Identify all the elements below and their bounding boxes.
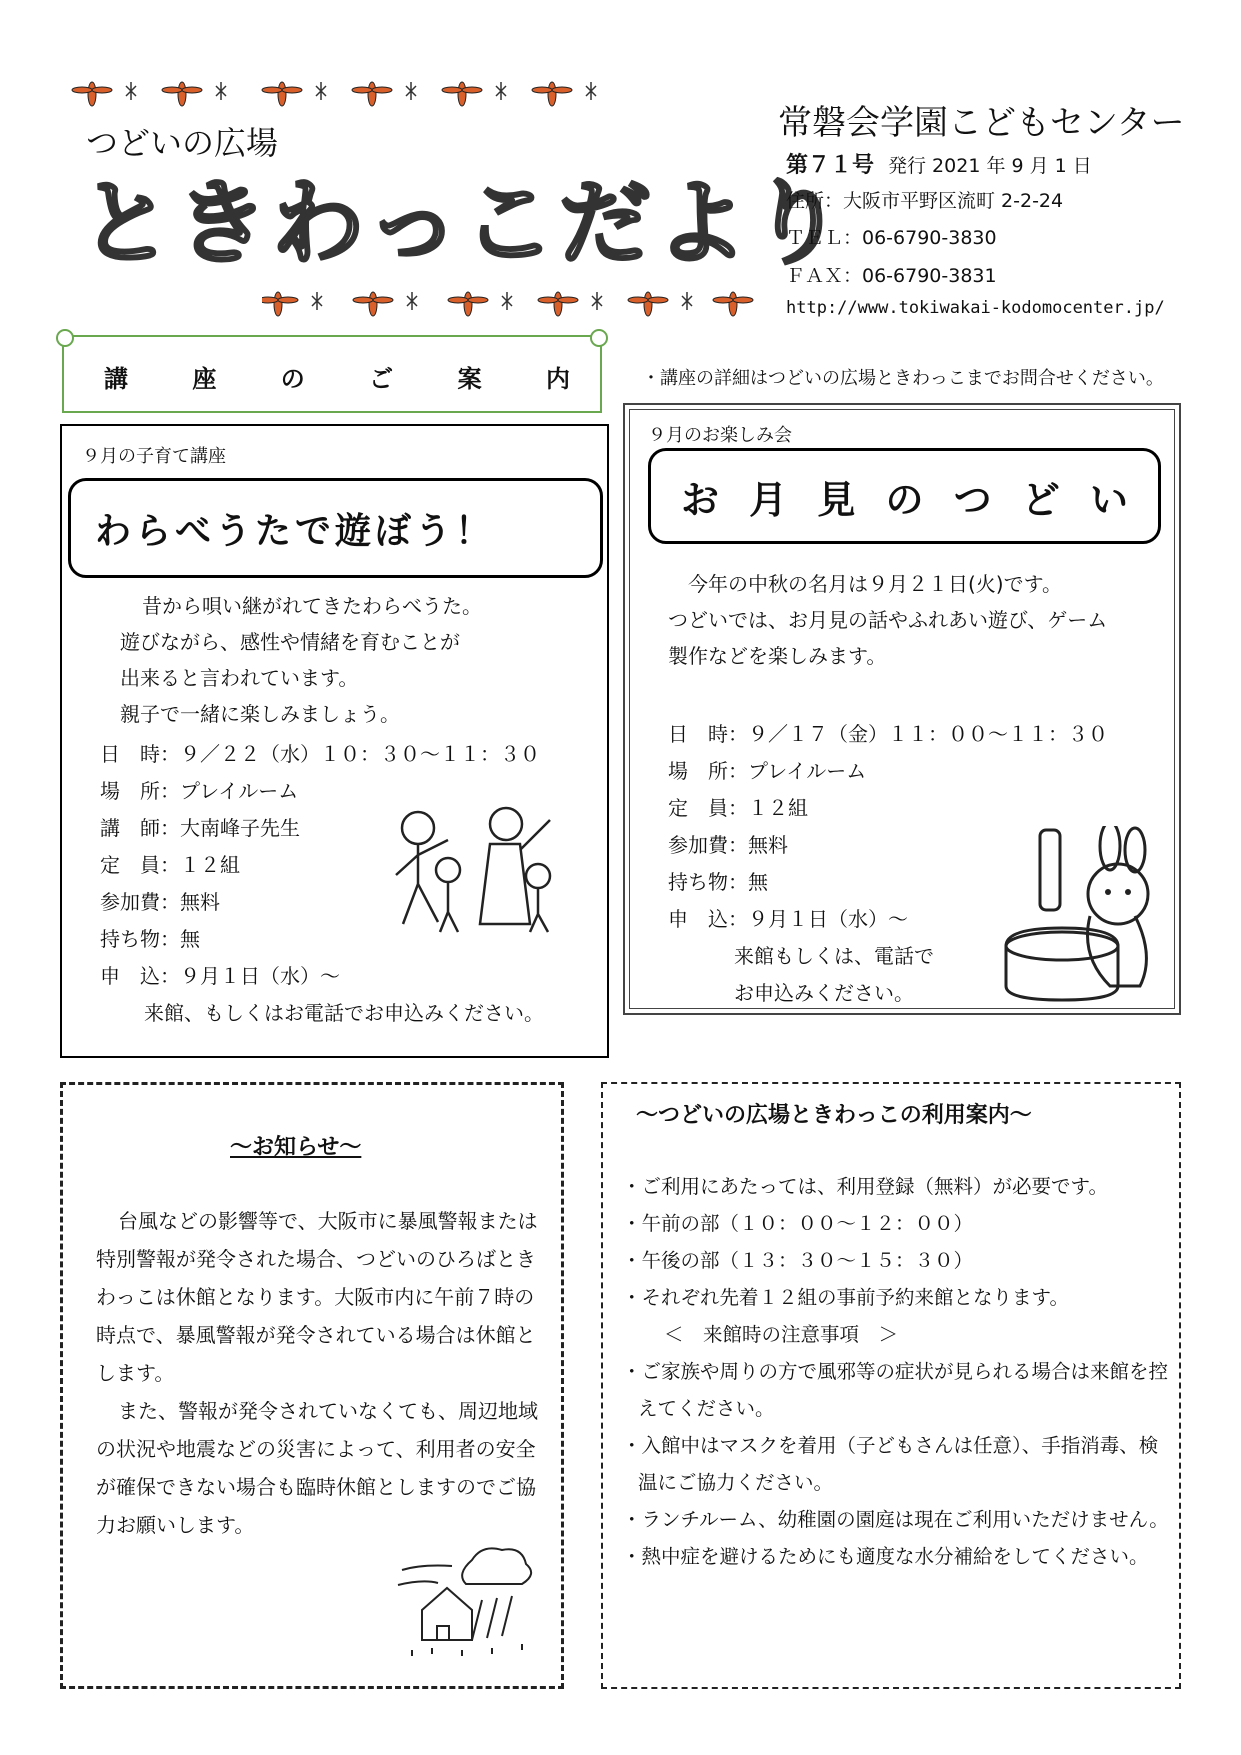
detail-row: 参加費：無料 bbox=[668, 833, 788, 857]
detail-row: 場 所：プレイルーム bbox=[668, 759, 867, 783]
course1-apply-note: 来館、もしくはお電話でお申込みください。 bbox=[144, 1001, 544, 1025]
list-item: ・ご家族や周りの方で風邪等の症状が見られる場合は来館を控えてください。 bbox=[622, 1360, 1169, 1420]
notice-body: 台風などの影響等で、大阪市に暴風警報または特別警報が発令された場合、つどいのひろばときわっこは休館となります。大阪市内に午前７時の時点で、暴風警報が発令されている場合は休館とします。 また、警報が発令されていなくても、周辺地域の状況や地震などの災害によって、利用者の安全が確保できない場合も臨時休館としますのでご協力お願いします。 bbox=[96, 1209, 538, 1537]
course1-intro: 昔から唄い継がれてきたわらべうた。 遊びながら、感性や情緒を育むことが 出来ると言われています。 親子で一緒に楽しみましょう。 bbox=[120, 594, 482, 726]
issue-line bbox=[786, 148, 1092, 179]
course1-caption: ９月の子育て講座 bbox=[82, 446, 226, 467]
storm-house-illustration-icon bbox=[392, 1540, 542, 1660]
issue-date: 発行 2021 年 9 月 1 日 bbox=[888, 155, 1092, 177]
list-item: ・ランチルーム、幼稚園の園庭は現在ご利用いただけません。 bbox=[622, 1508, 1169, 1531]
course2-apply-note: 来館もしくは、電話で bbox=[734, 944, 934, 968]
detail-row: 持ち物：無 bbox=[100, 927, 200, 951]
detail-row: 日 時：９／１７（金）１１：００～１１：３０ bbox=[668, 722, 1108, 746]
newsletter-title: ときわっこだより bbox=[80, 170, 848, 277]
list-item: ・ご利用にあたっては、利用登録（無料）が必要です。 bbox=[622, 1175, 1108, 1198]
rabbit-mochi-illustration-icon bbox=[1000, 826, 1160, 1006]
dragonfly-border-top bbox=[66, 72, 626, 116]
family-illustration-icon bbox=[378, 800, 578, 950]
detail-row: 場 所：プレイルーム bbox=[100, 779, 299, 803]
detail-row: 参加費：無料 bbox=[100, 890, 220, 914]
detail-row: 定 員：１２組 bbox=[100, 853, 240, 877]
detail-row: 講 師：大南峰子先生 bbox=[100, 816, 300, 840]
list-item: ・午前の部（１０：００～１２：００） bbox=[622, 1212, 974, 1235]
detail-row: 日 時：９／２２（水）１０：３０～１１：３０ bbox=[100, 742, 540, 766]
course1-title: わらべうたで遊ぼう！ bbox=[68, 478, 603, 578]
detail-row: 定 員：１２組 bbox=[668, 796, 808, 820]
usage-list bbox=[622, 1168, 1170, 1575]
usage-title: ～つどいの広場ときわっこの利用案内～ bbox=[636, 1103, 1032, 1128]
list-item: ・熱中症を避けるためにも適度な水分補給をしてください。 bbox=[622, 1545, 1149, 1568]
dragonfly-icon bbox=[66, 72, 626, 116]
caution-heading: ＜ 来館時の注意事項 ＞ bbox=[664, 1323, 899, 1346]
notice-title: ～お知らせ～ bbox=[230, 1135, 362, 1160]
section-banner bbox=[62, 335, 602, 413]
banner-title: 講 座 の ご 案 内 bbox=[104, 365, 570, 393]
fax: ＦＡＸ：06-6790-3831 bbox=[786, 265, 997, 287]
banner-note: ・講座の詳細はつどいの広場ときわっこまでお問合せください。 bbox=[642, 368, 1164, 389]
website-link[interactable]: http://www.tokiwakai-kodomocenter.jp/ bbox=[786, 298, 1165, 318]
issue-number: 第７１号 bbox=[786, 153, 875, 178]
detail-row: 申 込：９月１日（水）～ bbox=[100, 964, 340, 988]
detail-row: 申 込：９月１日（水）～ bbox=[668, 907, 908, 931]
dragonfly-border-bottom bbox=[262, 282, 762, 326]
dragonfly-icon bbox=[262, 282, 762, 326]
course2-caption: ９月のお楽しみ会 bbox=[648, 425, 792, 446]
list-item: ・午後の部（１３：３０～１５：３０） bbox=[622, 1249, 974, 1272]
list-item: ・入館中はマスクを着用（子どもさんは任意）、手指消毒、検温にご協力ください。 bbox=[622, 1434, 1159, 1494]
newsletter-subtitle: つどいの広場 bbox=[86, 124, 279, 162]
course2-title: お 月 見 の つ ど い bbox=[648, 448, 1161, 544]
course2-intro: 今年の中秋の名月は９月２１日(火)です。 つどいでは、お月見の話やふれあい遊び、ゲーム 製作などを楽しみます。 bbox=[668, 572, 1108, 668]
address: 住所：大阪市平野区流町 2-2-24 bbox=[786, 190, 1064, 212]
list-item: ・それぞれ先着１２組の事前予約来館となります。 bbox=[622, 1286, 1069, 1309]
detail-row: 持ち物：無 bbox=[668, 870, 768, 894]
phone: ＴＥＬ：06-6790-3830 bbox=[786, 227, 997, 249]
center-name: 常磐会学園こどもセンター bbox=[778, 103, 1185, 143]
course2-apply-note: お申込みください。 bbox=[734, 981, 914, 1005]
